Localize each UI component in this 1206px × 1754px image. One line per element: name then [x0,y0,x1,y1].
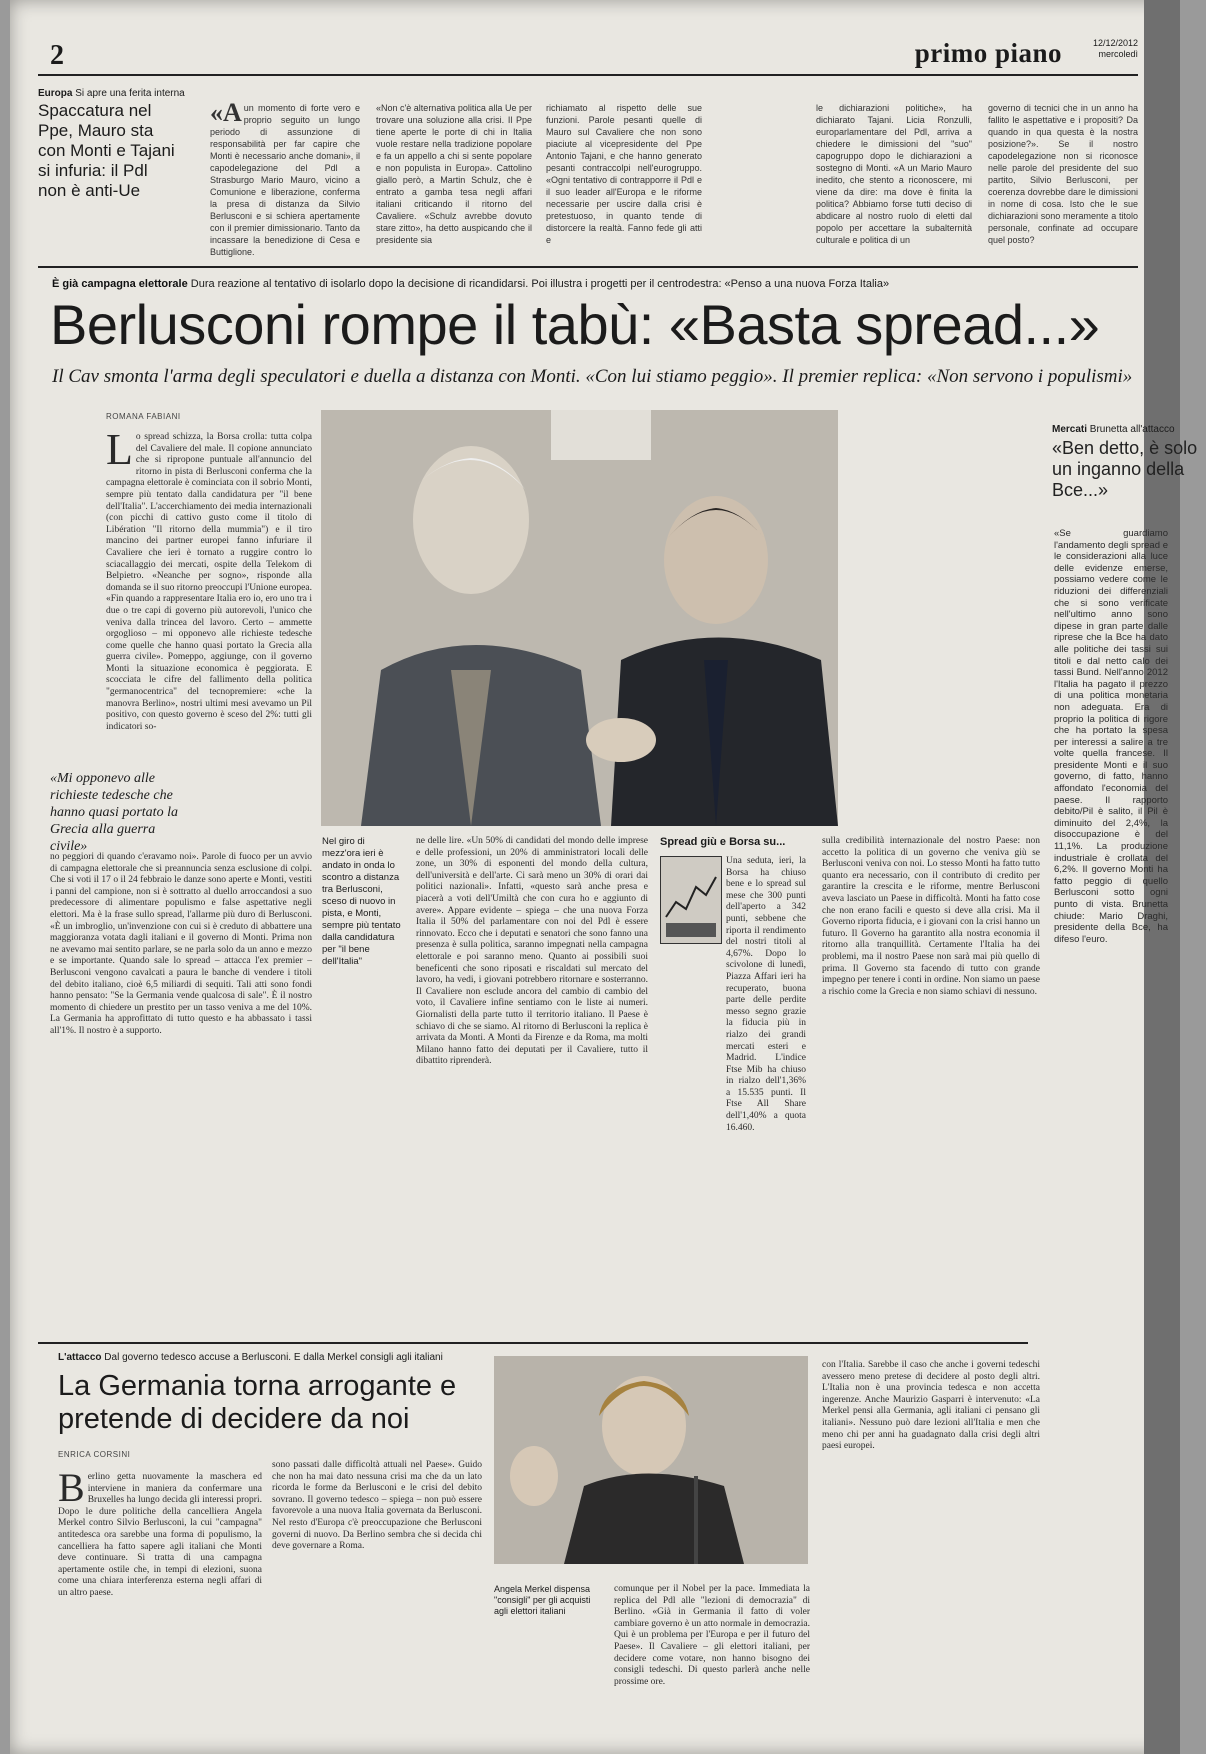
main-kicker-label: È già campagna elettorale [52,278,188,290]
chart-graphic [661,857,721,943]
sidebar-text: «Se guardiamo l'andamento degli spread e le considerazioni alla luce delle evidenze emerse, possiamo vedere come le riduzioni dei differenziali che si sono verificate nell'ultimo anno sono dipese in gran parte dalle riprese che la Bce ha dato alle politiche dei tassi sui titoli e dal netto calo dei tassi Bund. Nell'anno 2012 l'Italia ha pagato il prezzo di una politica monetaria non adeguata. Era di proprio la politica di rigore che ha portato la spesa per interessi a salire a tre volte quella francese. Il presidente Monti e il suo governo, di fatto, hanno affondato l'economia del paese. Il rapporto debito/Pil è salito, il Pil è diminuito del 2,4%, la disoccupazione è del 11,1%. La produzione industriale è crollata del 6,2%. Il governo Monti ha fatto peggio di quello Berlusconi sotto ogni punto di vista. Brunetta chiude: Mario Draghi, presidente della Bce, ha difeso l'euro. [1054,528,1168,945]
main-subhead: Il Cav smonta l'arma degli speculatori e duella a distanza con Monti. «Con lui stiamo peggio». Il premier replica: «Non servono i populismi» [52,366,1133,387]
top-kicker-label: Europa [38,88,73,99]
bottom-column-2: sono passati dalle difficoltà attuali nel Paese». Guido che non ha mai dato nessuna crisi ma che da un lato ricorda le forme da Berlusconi e le crisi del debito sovrano. Il governo tedesco – spiega – non può essere favorevole a una nuova Italia governata da Berlusconi. Nel resto d'Europa c'è preoccupazione che Berlusconi governi di nuovo. Da Berlino sembra che si decida chi deve governare a Roma. [272,1460,482,1552]
bottom-byline: ENRICA CORSINI [58,1450,131,1459]
bottom-kicker [58,1352,443,1363]
pull-quote: «Mi opponevo alle richieste tedesche che hanno quasi portato la Grecia alla guerra civile» [50,771,178,854]
page-number: 2 [50,40,64,71]
top-column-4: le dichiarazioni politiche», ha dichiarato Tajani. Licia Ronzulli, europarlamentare del Pdl, arriva a chiedere le dimissioni del "suo" capogruppo dopo le dichiarazioni a sostegno di Monti. «A un Mario Mauro inedito, che stento a riconoscere, mi viene da dire: ma dove è finita la politica? Abbiamo forse tutti deciso di abdicare al nostro ruolo di eletti dal popolo per accettare la subalternità culturale e politica di un [816,103,972,245]
top-column-3: richiamato al rispetto delle sue funzioni. Parole pesanti quelle di Mauro sul Cavaliere che non sono piaciute al vicepresidente del Ppe Antonio Tajani, e che hanno generato pesanti contraccolpi nell'eurogruppo. «Ogni tentativo di contrapporre il Pdl e il suo leader all'Europa e le riforme necessarie per uscire dalla crisi è pretestuoso, in quanto tende di distorcere la realtà. Fanno fede gli atti e [546,103,702,245]
main-byline: ROMANA FABIANI [106,412,181,421]
divider-rule [38,266,1138,268]
main-column-5: sulla credibilità internazionale del nostro Paese: non accetto la politica di un governo che veniva giù se Berlusconi veniva con noi. Lo stesso Monti ha fatto tutto quanto era necessario, con il contributo di credito per garantire la crescita e le riforme, mentre Berlusconi aveva lasciato un Paese in difficoltà. Monti ha fatto cose che non erano facili e questo si deve alla crisi. Ma il Governo riporta fiducia, e i giovani con la crisi hanno un futuro. Il Governo ha garantito alla nostra economia il ritorno alla tranquillità. Certamente l'Italia ha dei problemi, ma il nostro Paese non sarà mai più quello di prima. Il Governo sta facendo di tutto con grande impegno per tenere i conti in ordine. Non siamo un paese a rischio come la Grecia e non siamo schiavi di nessuno. [822,836,1040,997]
main-column-1-text: o spread schizza, la Borsa crolla: tutta colpa del Cavaliere del male. Il copione annunciato che si ripropone puntuale all'annuncio del ritorno in pista di Berlusconi conferma che la campagna elettorale è cominciata con il sobrio Monti, sempre più tentato dalla candidatura per "il bene dell'Italia". L'accerchiamento dei media internazionali (con picchi di cattivo gusto come il titolo di Libération "Il ritorno della mummia") e il tiro mancino dei partner europei fanno infuriare il Cavaliere che ieri è tornato a ruggire contro lo sciacallaggio dei mercati, ospite della Telekom di Belpietro. «Neanche per sogno», risponde alla domanda se il suo ritorno preoccupi l'Unione europea. «Fin quando a rappresentare Italia ero io, ero uno tra i due o tre capi di governo più autorevoli, l'unico che veniva dalla trincea del lavoro. Certo – ammette orgoglioso – mi opponevo alle richieste tedesche come quelle che hanno quasi portato la Grecia alla guerra civile». Pomeppo, aggiunge, con il governo Monti la situazione economica è peggiorata. E scocciata le cifre del fallimento della politica "germanocentrica" del tecnopremiere: «che la manovra Berlino», nostri ultimi mesi avevamo un Pil positivo, con questo governo è sceso del 2%: tutti gli indicatori so- [106,432,312,732]
bottom-divider [38,1342,1028,1344]
issue-date: 12/12/2012 mercoledì [1092,38,1138,59]
main-column-1b: no peggiori di quando c'eravamo noi». Parole di fuoco per un avvio di campagna elettorale che si preannuncia senza esclusione di colpi. Che si voti il 17 o il 24 febbraio le danze sono aperte e Monti, vestiti i panni del campione, non si è sottratto al duello arroccandosi a suo predecessore di alimentare populismo e false aspettative negli elettori. Ma è la frase sullo spread, l'allarme più duro di Berlusconi. «È un imbroglio, un'invenzione con cui si è creduto di abbattere una maggioranza votata dagli italiani e il governo di Monti. Prima non ne avevamo mai sentito parlare, se ne parla solo da un anno e mezzo e se importante. Quando sale lo spread – attacca l'ex premier – Berlusconi vengono cavalcati a paura le banche di vendere i titoli del debito italiano, cioè 6,5 miliardi di sequiti. Tali atti sono fondi hanno pensato: "Se la Germania vende qualcosa di sale". È il nostro momento di chiedere un prestito per un tasso veniva a me del 10%. La Germania ha approfittato di tutto questo e ha abbassato i tassi all'1%. Il nostro è a supporto. [50,852,312,1036]
main-column-3: ne delle lire. «Un 50% di candidati del mondo delle imprese e delle professioni, un 20% di amministratori locali delle zone, un 30% di esponenti del mondo della cultura, dell'università e dell'arte. Ci sarà meno un 30% di orari dai politici nazionali». Infatti, «questo sarà anche presa e piacerà a voti dell'Umiltà che con cura ho e aggiunto di avere». Appare evidente – spiega – che una nuova Forza Italia il 50% del parlamentare con noi del Pdl è essere rinnovato. Ecco che i deputati e senatori che sono fanno una presenza è sulla politica, saranno impegnati nella campagna elettorale e poi saranno meno. Quanto ai possibili suoi beneficenti che sono riposati e riscaldati sul mercato del lavoro, ha vedi, i giovani potrebbero ritornare e sosterranno. Il Cavaliere non esclude ancora del cambio di cambio del voto, il Cavaliere infine sentiamo con le liste ai numeri. Giornalisti della parte tutto il territorio italiano. Il Paese è schiavo di che se siamo. Al ritorno di Berlusconi la replica è arrivata da Monti. A Monti da Firenze e da Roma, ma molti Milano hanno fatto dei deputati per il Cavaliere, tutto il dibattito riprenderà. [416,836,648,1067]
main-headline: Berlusconi rompe il tabù: «Basta spread...» [50,293,1100,356]
photo-illustration [321,410,838,826]
bottom-drop-cap: B [58,1465,85,1510]
sidebar-kicker-text: Brunetta all'attacco [1089,424,1175,435]
bottom-column-1 [58,1465,262,1742]
top-column-5: governo di tecnici che in un anno ha fallito le aspettative e i propositi? Da quando in qua questa è la nostra posizione?». Se il nostro capodelegazione non si riconosce nelle parole del presidente del suo partito, Silvio Berlusconi, per coerenza dovrebbe dare le dimissioni in nome di cosa. Isto che le sue dichiarazioni sono meramente a titolo personale, confinate ad occupare quel posto? [988,103,1138,245]
spread-box-text: Una seduta, ieri, la Borsa ha chiuso bene e lo spread sul mese che 300 punti dell'aperto a 342 punti, sebbene che riporta il rendimento del nostri titoli al 4,67%. Dopo lo scivolone di lunedì, Piazza Affari ieri ha recuperato, buona parte delle perdite messo segno grazie la fiducia più in rialzo dei grandi mercati esteri e Madrid. L'indice Ftse Mib ha chiuso in rialzo dell'1,36% a 15.535 punti. Il Ftse All Share dell'1,40% a quota 16.460. [726,856,806,1133]
photo-caption: Nel giro di mezz'ora ieri è andato in onda lo scontro a distanza tra Berlusconi, sceso di nuovo in pista, e Monti, sempre più tentato dalla candidatura per "il bene dell'Italia" [322,836,401,967]
chart-thumbnail-icon [660,856,722,944]
main-kicker [52,278,889,290]
main-kicker-text: Dura reazione al tentativo di isolarlo dopo la decisione di ricandidarsi. Poi illustra i progetti per il centrodestra: «Penso a una nuova Forza Italia» [190,278,890,290]
spread-box-title: Spread giù e Borsa su... [660,836,786,848]
bottom-headline: La Germania torna arrogante e pretende di decidere da noi [58,1370,457,1435]
top-column-2: «Non c'è alternativa politica alla Ue per trovare una soluzione alla crisi. Il Ppe tiene aperte le porte di chi in Italia vuole restare nella tradizione popolare e fa un appello a chi si sente popolare e non populista in Europa». Cattolino giallo però, a Martin Schulz, che è entrato a gamba tesa negli affari italiani criticando il ritorno del Cavaliere. «Schulz avrebbe dovuto stare zitto», ha detto auspicando che il presidente sia [376,103,532,245]
photo-illustration [494,1356,808,1564]
top-column-1: «Aun momento di forte vero e proprio seguito un lungo periodo di assunzione di responsabilità per far capire che Monti è necessario anche domani», il capodelegazione del Pdl a Strasburgo Mario Mauro, vicino a Comunione e liberazione, conferma la presa di distanza da Silvio Berlusconi e si schiera apertamente con il premier dimissionario. Tanto da incassare la benedizione di Cesa e Buttiglione. [210,98,360,257]
section-title: primo piano [914,38,1062,68]
newspaper-page [10,0,1198,1754]
top-kicker-text: Si apre una ferita interna [75,88,185,99]
photo-monti-berlusconi [321,410,838,826]
bottom-column-4: comunque per il Nobel per la pace. Immediata la replica del Pdl alle "lezioni di democrazia" di Berlino. «Già in Germania il fatto di voler cambiare governo è un atto normale in democrazia. Qui è un problema per l'Europa e per il futuro del Paese». Il Cavaliere – gli elettori italiani, per decidere come votare, non hanno bisogno dei consigli tedeschi. Di questo parlerà anche nelle prossime ore. [614,1584,810,1687]
sidebar-title: «Ben detto, è solo un inganno della Bce...» [1052,438,1198,500]
top-column-1-text: un momento di forte vero e proprio seguito un lungo periodo di assunzione di responsabilità per far capire che Monti è necessario anche domani», il capodelegazione del Pdl a Strasburgo Mario Mauro, vicino a Comunione e liberazione, conferma la presa di distanza da Silvio Berlusconi e si schiera apertamente con il premier dimissionario. Tanto da incassare la benedizione di Cesa e Buttiglione. [210,103,360,257]
bottom-column-1-text: erlino getta nuovamente la maschera ed interviene in maniera da confermare una Bruxelles ha lungo decida gli interessi propri. Dopo le dure politiche della cancelliera Angela Merkel contro Silvio Berlusconi, la cui "campagna" antitedesca ora sarebbe una forma di populismo, la cancelliera ha fatto sapere agli italiani che Monti deve continuare. Si tratta di una campagna apertamente ostile che, in tempi di elezioni, suona come una chiara interferenza esterna negli affari di un altro paese. [58,1472,262,1598]
bottom-column-5: con l'Italia. Sarebbe il caso che anche i governi tedeschi avessero meno pretese di decidere al posto degli altri. L'Italia non è una provincia tedesca e non accetta ingerenze. Anche Maurizio Gasparri è intervenuto: «La Merkel pensi alla Germania, agli italiani ci pensano gli italiani». Nessuno può dare lezioni all'Italia e men che meno chi per anni ha guadagnato dalla crisi degli altri paesi europei. [822,1360,1040,1452]
photo-merkel-caption: Angela Merkel dispensa "consigli" per gli acquisti agli elettori italiani [494,1584,591,1616]
photo-merkel [494,1356,808,1564]
sidebar-kicker-label: Mercati [1052,424,1088,435]
sidebar-kicker [1052,424,1175,435]
page-header [38,36,1138,76]
bottom-kicker-label: L'attacco [58,1352,102,1363]
top-article [38,88,1138,260]
drop-cap: L [106,425,133,474]
top-title: Spaccatura nel Ppe, Mauro sta con Monti e Tajani si infuria: il Pdl non è anti-Ue [38,101,175,200]
bottom-kicker-text: Dal governo tedesco accuse a Berlusconi. E dalla Merkel consigli agli italiani [104,1352,443,1363]
main-column-1 [106,425,312,762]
top-kicker [38,88,1138,99]
